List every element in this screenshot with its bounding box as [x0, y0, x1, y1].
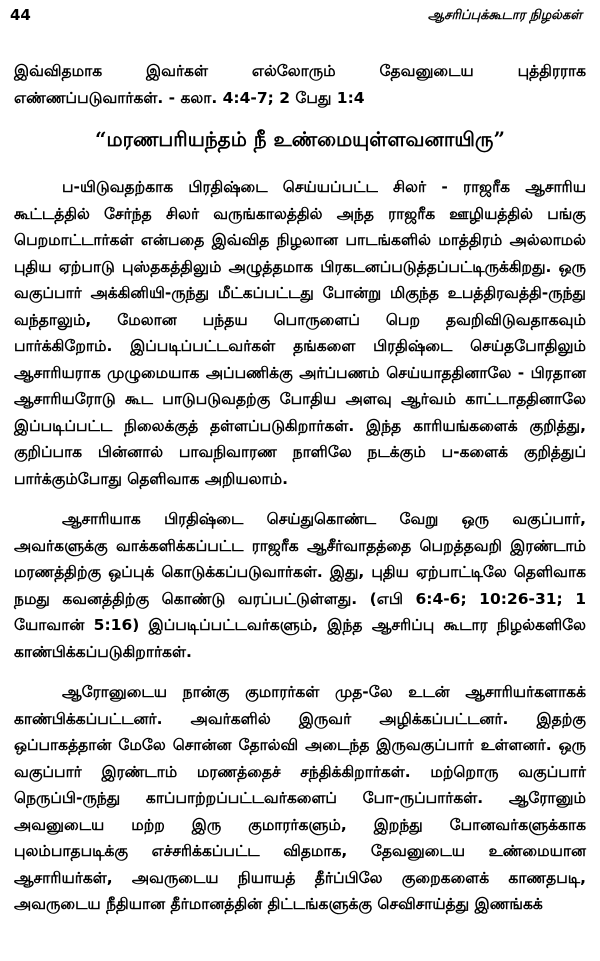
intro-paragraph: இவ்விதமாக இவர்கள் எல்லோரும் தேவனுடைய புத்திரராக எண்ணப்படுவார்கள். - கலா. 4:4-7; 2 பேது 1:4 [14, 62, 586, 107]
body-paragraph-3: ஆரோனுடைய நான்கு குமாரர்கள் முத-லே உடன் ஆசாரியர்களாகக் காண்பிக்கப்பட்டனர். அவர்களில் இருவர் அழிக்கப்பட்டனர். இதற்கு ஒப்பாகத்தான் மேலே சொன்ன தோல்வி அடைந்த இருவகுப்பார் உள்ளனர். ஒரு வகுப்பார் இரண்டாம் மரணத்தைச் சந்திக்கிறார்கள். மற்றொரு வகுப்பார் நெருப்பி-ருந்து காப்பாற்றப்பட்டவர்களைப் போ-ருப்பார்கள். ஆரோனும் அவனுடைய மற்ற இரு குமாரர்களும், இறந்து போனவர்களுக்காக புலம்பாதபடிக்கு எச்சரிக்கப்பட்ட விதமாக, தேவனுடைய உண்மையான ஆசாரியர்கள், அவருடைய நியாயத் தீர்ப்பிலே குறைகளைக் காணதபடி, அவருடைய நீதியான தீர்மானத்தின் திட்டங்களுக்கு செவிசாய்த்து இணங்கக் [14, 683, 586, 913]
body-paragraph-1: ப-யிடுவதற்காக பிரதிஷ்டை செய்யப்பட்ட சிலர் - ராஜரீக ஆசாரிய கூட்டத்தில் சேர்ந்த சிலர் வருங்காலத்தில் அந்த ராஜரீக ஊழியத்தில் பங்கு பெறமாட்டார்கள் என்பதை இவ்வித நிழலான பாடங்களில் மாத்திரம் அல்லாமல் புதிய ஏற்பாடு புஸ்தகத்திலும் அழுத்தமாக பிரகடனப்படுத்தப்பட்டிருக்கிறது. ஒரு வகுப்பார் அக்கினியி-ருந்து மீட்கப்பட்டது போன்று மிகுந்த உபத்திரவத்தி-ருந்து வந்தாலும், மேலான பந்தய பொருளைப் பெற தவறிவிடுவதாகவும் பார்க்கிறோம். இப்படிப்பட்டவர்கள் தங்களை பிரதிஷ்டை செய்தபோதிலும் ஆசாரியராக முழுமையாக அப்பணிக்கு அர்ப்பணம் செய்யாததினாலே - பிரதான ஆசாரியரோடு கூட பாடுபடுவதற்கு போதிய அளவு ஆர்வம் காட்டாததினாலே இப்படிப்பட்ட நிலைக்குத் தள்ளப்படுகிறார்கள். இந்த காரியங்களைக் குறித்து, குறிப்பாக பின்னால் பாவநிவாரண நாளிலே நடக்கும் ப-களைக் குறித்துப் பார்க்கும்போது தெளிவாக அறியலாம். [14, 178, 586, 488]
body-paragraph-2: ஆசாரியாக பிரதிஷ்டை செய்துகொண்ட வேறு ஒரு வகுப்பார், அவர்களுக்கு வாக்களிக்கப்பட்ட ராஜரீக ஆசீர்வாதத்தை பெறத்தவறி இரண்டாம் மரணத்திற்கு ஒப்புக் கொடுக்கப்படுவார்கள். இது, புதிய ஏற்பாட்டிலே தெளிவாக நமது கவனத்திற்கு கொண்டு வரப்பட்டுள்ளது. (எபி 6:4-6; 10:26-31; 1 யோவான் 5:16) இப்படிப்பட்டவர்களும், இந்த ஆசரிப்பு கூடார நிழல்களிலே காண்பிக்கப்படுகிறார்கள். [14, 510, 586, 661]
page-number: 44 [10, 6, 31, 24]
running-header-title: ஆசரிப்புக்கூடார நிழல்கள் [427, 8, 582, 23]
page-content [14, 58, 586, 932]
section-heading: “மரணபரியந்தம் நீ உண்மையுள்ளவனாயிரு” [95, 127, 505, 151]
